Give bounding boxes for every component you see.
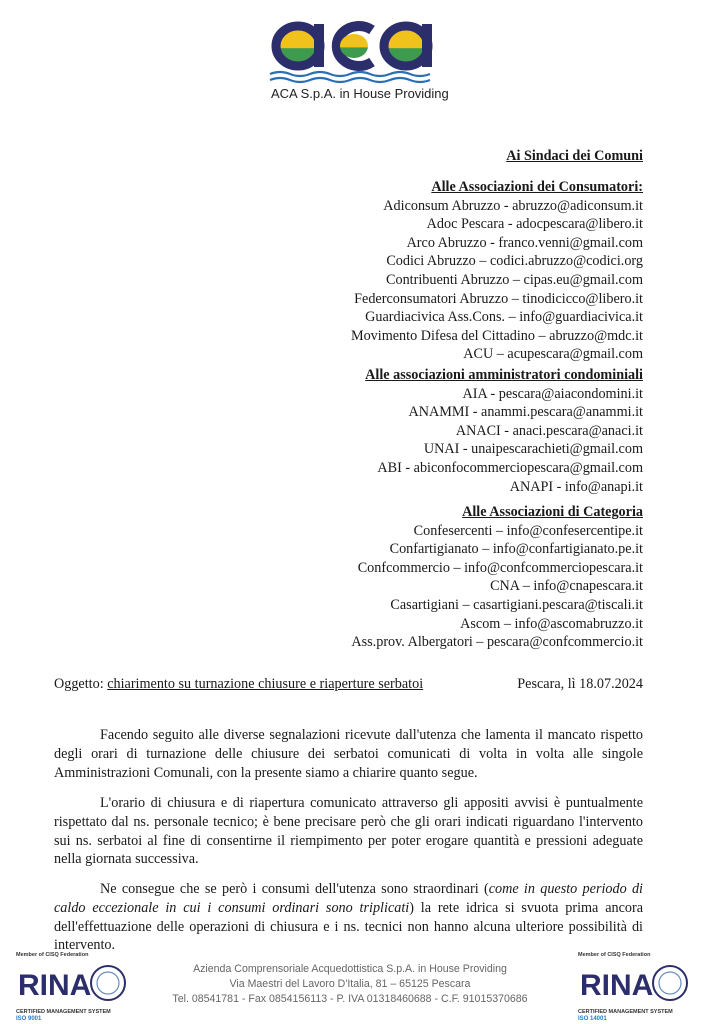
list-item: ANAPI - info@anapi.it bbox=[509, 478, 643, 495]
body-paragraph-2: L'orario di chiusura e di riapertura comunicato attraverso gli appositi avvisi è puntualmente rispettato dal ns. personale tecnico; è bene precisare però che gli orari indicati riguardano l'intervento sui ns. serbatoi al fine di consentirne il riempimento per poter erogare quantità e pressioni adeguate nella giornata successiva. bbox=[54, 795, 643, 868]
footer-company: Azienda Comprensoriale Acquedottistica S.p.A. in House Providing bbox=[193, 963, 507, 975]
p3-italic: come in questo periodo di caldo eccezionale in cui i consumi ordinari sono triplicati bbox=[54, 881, 644, 916]
cert-iso: ISO 14001 bbox=[578, 1016, 607, 1022]
recipient-sindaci bbox=[506, 147, 643, 166]
cert-iso: ISO 9001 bbox=[16, 1016, 42, 1022]
footer bbox=[148, 962, 552, 1007]
footer-address: Via Maestri del Lavoro D'Italia, 81 – 65125 Pescara bbox=[229, 978, 471, 990]
list-item: Ass.prov. Albergatori – pescara@confcommercio.it bbox=[351, 634, 643, 651]
condominiali-header: Alle associazioni amministratori condominiali bbox=[365, 367, 643, 383]
rina-logo-text: RINA bbox=[18, 969, 92, 1002]
recipient-condominiali bbox=[365, 366, 643, 496]
list-item: Ascom – info@ascomabruzzo.it bbox=[460, 615, 643, 632]
list-item: Adiconsum Abruzzo - abruzzo@adiconsum.it bbox=[383, 197, 643, 214]
list-item: ANAMMI - anammi.pescara@anammi.it bbox=[408, 404, 643, 421]
list-item: Movimento Difesa del Cittadino – abruzzo@mdc.it bbox=[350, 327, 643, 344]
recipient-consumatori bbox=[351, 178, 643, 364]
list-item: Guardiacivica Ass.Cons. – info@guardiacivica.it bbox=[365, 309, 643, 326]
body-paragraph-1: Facendo seguito alle diverse segnalazioni ricevute dall'utenza che lamenta il mancato rispetto degli orari di turnazione delle chiusure dei serbatoi comunicati di volta in volta alle singole Amministrazioni Comunali, con la presente siamo a chiarire quanto segue. bbox=[54, 727, 643, 781]
list-item: ABI - abiconfocommerciopescara@gmail.com bbox=[377, 459, 643, 476]
recipient-sindaci-header: Ai Sindaci dei Comuni bbox=[506, 148, 643, 164]
list-item: Adoc Pescara - adocpescara@libero.it bbox=[426, 216, 643, 233]
list-item: Federconsumatori Abruzzo – tinodicicco@libero.it bbox=[354, 290, 643, 307]
recipient-categoria bbox=[351, 503, 643, 652]
cert-left bbox=[16, 952, 136, 1022]
list-item: Arco Abruzzo - franco.venni@gmail.com bbox=[406, 234, 643, 251]
list-item: CNA – info@cnapescara.it bbox=[490, 578, 643, 595]
list-item: ACU – acupescara@gmail.com bbox=[463, 346, 643, 363]
p3-text-a: Ne consegue che se però i consumi dell'utenza sono straordinari ( bbox=[100, 881, 489, 897]
list-item: Codici Abruzzo – codici.abruzzo@codici.org bbox=[386, 253, 643, 270]
list-item: Confartigianato – info@confartigianato.pe.it bbox=[389, 541, 643, 558]
rina-logo-icon bbox=[16, 961, 128, 1007]
p3-text-b: ) la rete idrica si svuota prima ancora dell'effettuazione delle operazioni di chiusura e i ns. tecnici non hanno alcuna ulteriore possibilità di intervento. bbox=[54, 899, 643, 954]
cert-right bbox=[578, 952, 698, 1022]
cert-system: CERTIFIED MANAGEMENT SYSTEM bbox=[16, 1009, 111, 1015]
rina-logo-text: RINA bbox=[580, 969, 654, 1002]
list-item: AIA - pescara@aiacondomini.it bbox=[462, 385, 643, 402]
categoria-header: Alle Associazioni di Categoria bbox=[462, 504, 643, 520]
list-item: Confesercenti – info@confesercentipe.it bbox=[413, 522, 643, 539]
body-paragraph-3 bbox=[54, 880, 643, 955]
list-item: Casartigiani – casartigiani.pescara@tiscali.it bbox=[390, 596, 643, 613]
brand-subtitle: ACA S.p.A. in House Providing bbox=[271, 86, 449, 101]
letter-date: Pescara, lì 18.07.2024 bbox=[517, 676, 643, 692]
cert-system: CERTIFIED MANAGEMENT SYSTEM bbox=[578, 1009, 673, 1015]
consumatori-header: Alle Associazioni dei Consumatori: bbox=[431, 179, 643, 195]
list-item: Confcommercio – info@confcommerciopescara.it bbox=[357, 559, 643, 576]
cert-member: Member of CISQ Federation bbox=[578, 952, 651, 958]
rina-logo-icon bbox=[578, 961, 690, 1007]
subject-line bbox=[54, 676, 423, 693]
footer-contacts: Tel. 08541781 - Fax 0854156113 - P. IVA 01318460688 - C.F. 91015370686 bbox=[172, 993, 528, 1005]
subject-text: chiarimento su turnazione chiusure e riaperture serbatoi bbox=[107, 676, 424, 692]
list-item: Contribuenti Abruzzo – cipas.eu@gmail.com bbox=[386, 271, 643, 288]
cert-member: Member of CISQ Federation bbox=[16, 952, 89, 958]
subject-label: Oggetto: bbox=[54, 676, 104, 692]
list-item: ANACI - anaci.pescara@anaci.it bbox=[455, 422, 643, 439]
list-item: UNAI - unaipescarachieti@gmail.com bbox=[423, 441, 643, 458]
